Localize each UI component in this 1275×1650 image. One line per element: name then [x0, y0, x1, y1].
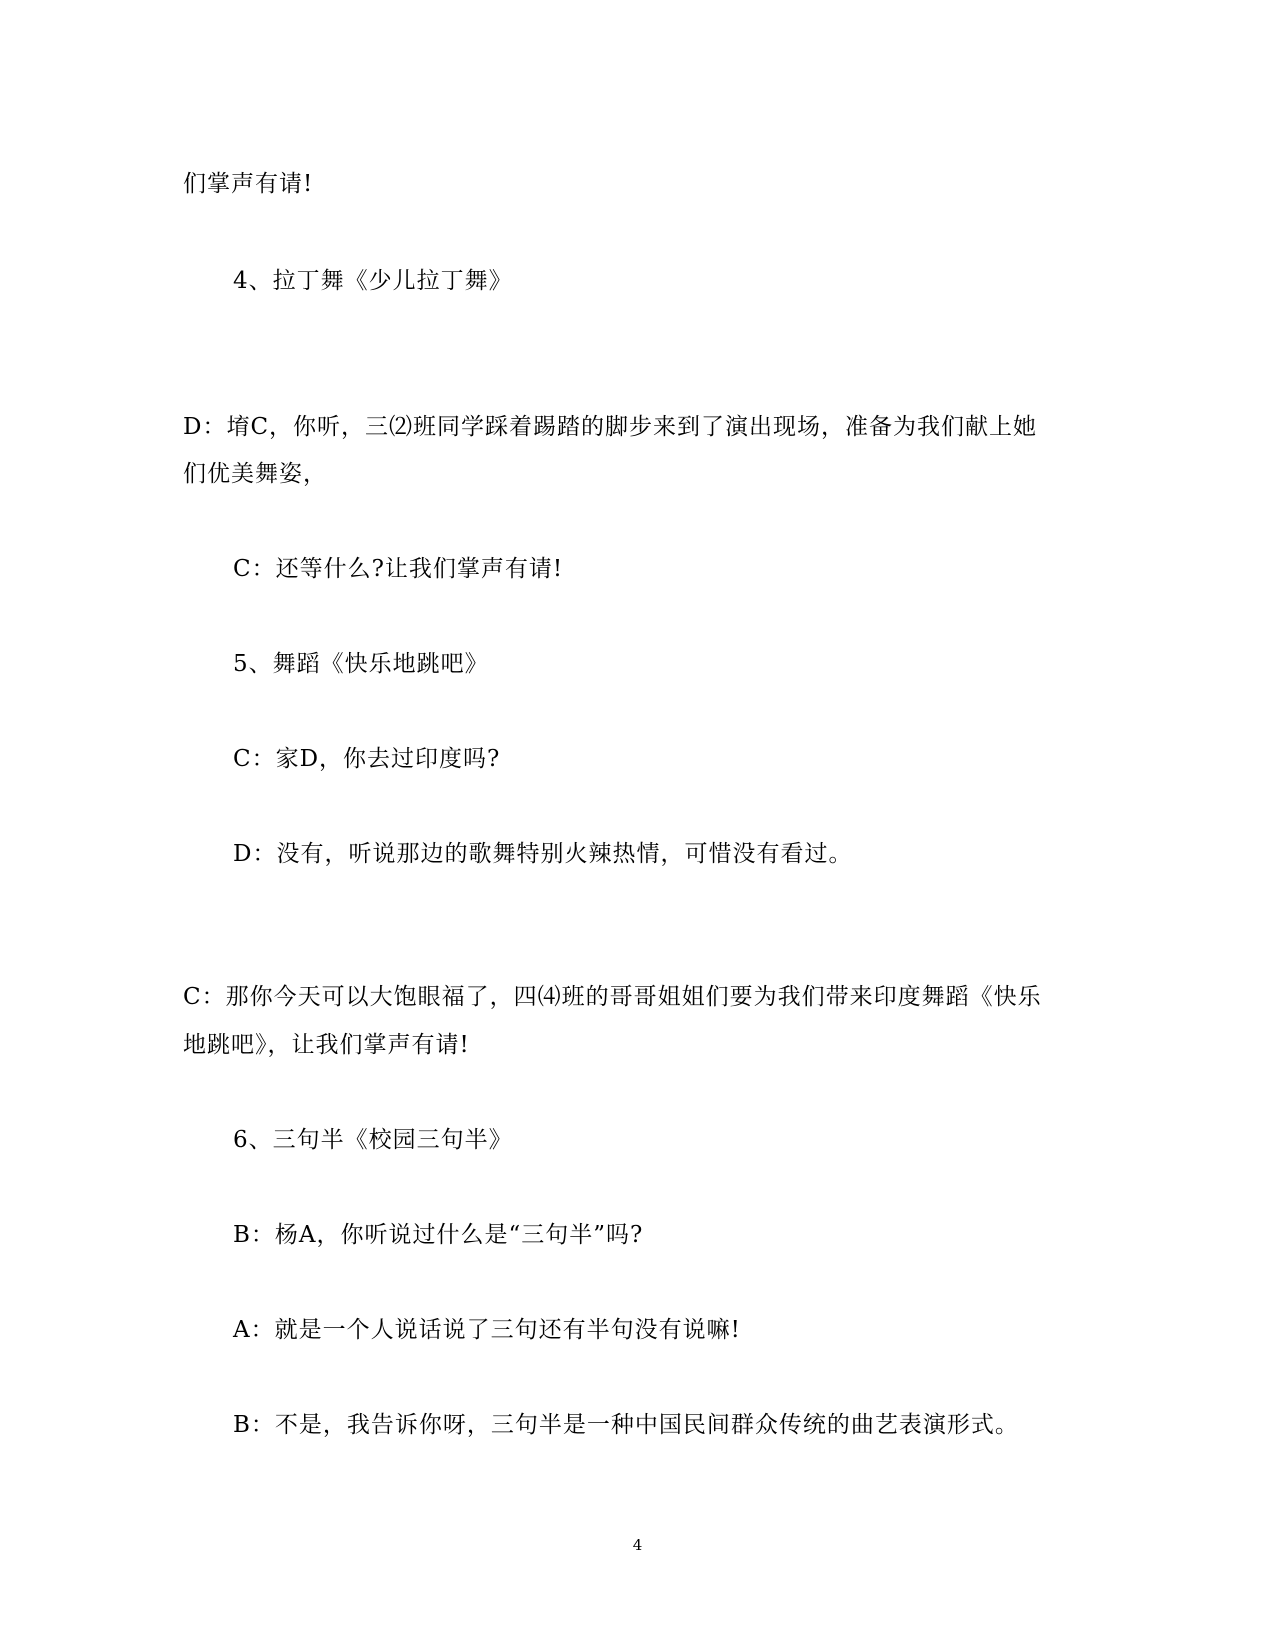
dialogue-line-b: B：杨A，你听说过什么是“三句半”吗?	[233, 1222, 644, 1248]
dialogue-line-continuation: 地跳吧》，让我们掌声有请!	[183, 1032, 470, 1058]
dialogue-line-d: D：堉C，你听，三⑵班同学踩着踢踏的脚步来到了演出现场，准备为我们献上她	[183, 414, 1038, 440]
dialogue-line-d: D：没有，听说那边的歌舞特别火辣热情，可惜没有看过。	[233, 841, 853, 867]
dialogue-line-b: B：不是，我告诉你呀，三句半是一种中国民间群众传统的曲艺表演形式。	[233, 1412, 1019, 1438]
dialogue-line-continuation: 们优美舞姿，	[183, 461, 327, 487]
dialogue-line-c: C：那你今天可以大饱眼福了，四⑷班的哥哥姐姐们要为我们带来印度舞蹈《快乐	[183, 984, 1042, 1010]
dialogue-line-a: A：就是一个人说话说了三句还有半句没有说嘛!	[233, 1317, 741, 1343]
text-line-continuation: 们掌声有请!	[183, 171, 314, 197]
dialogue-line-c: C：还等什么?让我们掌声有请!	[233, 556, 564, 582]
page-number: 4	[632, 1536, 643, 1554]
program-item-4: 4、拉丁舞《少儿拉丁舞》	[233, 268, 513, 294]
dialogue-line-c: C：家D，你去过印度吗?	[233, 746, 501, 772]
program-item-6: 6、三句半《校园三句半》	[233, 1127, 513, 1153]
program-item-5: 5、舞蹈《快乐地跳吧》	[233, 651, 489, 677]
